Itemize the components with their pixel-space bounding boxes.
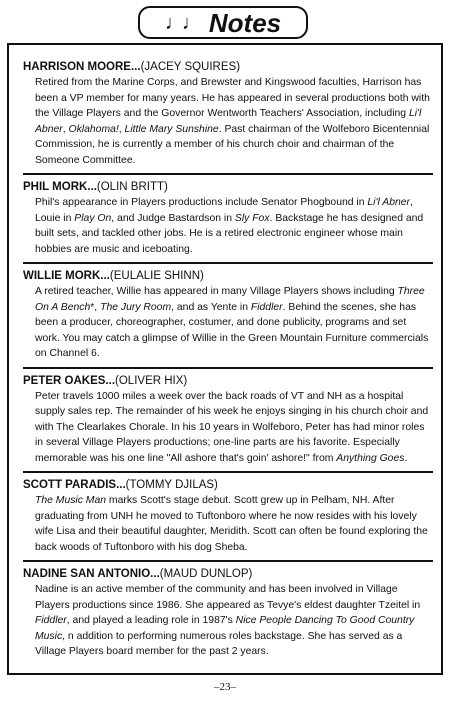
bio-segment: , Louie in — [35, 197, 413, 224]
cast-entry — [23, 562, 433, 665]
show-title: Li'l Abner — [367, 197, 411, 208]
bio-segment: Peter travels 1000 miles a week over the back roads of VT and NH as a hospital supply sales rep. The remainder of his week he enjoys singing in his church choir and with The Clearlakes Chorale. In his 10 years in Wolfeboro, Peter has had minor roles in several Village Players productions; one-line parts are his favorite. Especially memorable was his one line "All ashore that's goin' ashore!" from — [35, 390, 429, 464]
show-title: Little Mary Sunshine — [124, 123, 219, 135]
actor-name: SCOTT PARADIS... — [23, 479, 126, 491]
character-name: (MAUD DUNLOP) — [159, 568, 253, 580]
bio-text — [23, 195, 433, 257]
actor-name: PETER OAKES... — [23, 374, 116, 387]
show-title: The Music Man — [35, 495, 107, 506]
entry-heading — [23, 59, 433, 75]
actor-name: PHIL MORK... — [23, 181, 97, 193]
show-title: Fiddler — [250, 301, 283, 313]
bio-text — [23, 389, 433, 467]
character-name: (OLIVER HIX) — [115, 374, 188, 387]
cast-entry — [23, 264, 433, 369]
bio-segment: , n addition to performing numerous roles backstage. She has served as a Village Players board member for the past 2 years. — [35, 630, 403, 657]
bio-segment: , and Judge Bastardson in — [111, 212, 235, 224]
show-title: Nice People Dancing To Good Country Music — [35, 615, 415, 642]
show-title: Anything Goes — [336, 452, 405, 464]
bio-text — [23, 75, 433, 168]
entry-heading — [23, 477, 433, 493]
bio-text — [23, 582, 433, 660]
bio-segment: . Behind the scenes, she has been a producer, choreographer, costumer, and done publicity, programs and set work. You may catch a glimpse of Willie in the Green Mountain Furniture commercials on Channel 6. — [35, 301, 429, 359]
page-number: –23– — [214, 681, 236, 693]
character-name: (JACEY SQUIRES) — [140, 61, 241, 73]
show-title: Oklahoma! — [68, 123, 119, 135]
show-title: The Jury Room — [100, 301, 172, 313]
notes-frame — [7, 43, 443, 675]
bio-segment: marks Scott's stage debut. Scott grew up in Pelham, NH. After graduating from UNH he moved to Tuftonboro where he now resides with his lovely wife Lisa and their beautiful daughter, Meridith. Scott can often be found exploring the back woods of Tuftonboro with his dog Sheba. — [35, 495, 428, 553]
entry-heading — [23, 179, 433, 195]
character-name: (TOMMY DJILAS) — [125, 479, 218, 491]
bio-segment: Nadine is an active member of the community and has been involved in Village Players productions since 1986. She appeared as Tevye's eldest daughter Tzeitel in — [35, 584, 421, 611]
bio-segment: . — [404, 452, 408, 464]
actor-name: NADINE SAN ANTONIO... — [23, 568, 160, 580]
entry-heading — [23, 566, 433, 582]
bio-segment: . Backstage he has designed and built sets, and tackled other jobs. He is a retired electronic engineer whose main hobbies are music and iceboating. — [35, 212, 424, 255]
show-title: Three On A Bench — [35, 286, 425, 313]
bio-text — [23, 493, 433, 555]
actor-name: WILLIE MORK... — [23, 270, 110, 282]
bio-segment: , and as Yente in — [171, 301, 251, 313]
bio-segment: Phil's appearance in Players productions include Senator Phogbound in — [35, 197, 368, 208]
show-title: Li'l Abner — [35, 108, 422, 135]
bio-segment: . Past chairman of the Wolfeboro Bicentennial Commission, he is currently a member of his church choir and chairman of the Someone Committee. — [35, 123, 430, 166]
notes-header — [138, 6, 308, 39]
show-title: Play On — [74, 212, 112, 224]
page-title: Notes — [208, 7, 282, 38]
cast-entry — [23, 55, 433, 175]
bio-segment: , — [62, 123, 69, 135]
bio-segment: Retired from the Marine Corps, and Brewster and Kingswood faculties, Harrison has been a VP member for many years. He has appeared in several productions both with the Village Players and the Governor Wentworth Teachers' Association, including — [35, 77, 430, 119]
cast-entry — [23, 369, 433, 474]
bio-segment: , — [118, 123, 125, 135]
entry-heading — [23, 268, 433, 284]
actor-name: HARRISON MOORE... — [23, 61, 141, 73]
cast-entry — [23, 473, 433, 562]
bio-text — [23, 284, 433, 362]
bio-segment: A retired teacher, Willie has appeared in many Village Players shows including — [35, 286, 398, 297]
bio-segment: , and played a leading role in 1987's — [66, 615, 236, 626]
entry-heading — [23, 373, 433, 389]
character-name: (EULALIE SHINN) — [109, 270, 204, 282]
music-notes-icon: ♩♩ — [164, 11, 199, 34]
show-title: Sly Fox — [234, 212, 270, 224]
show-title: Fiddler — [35, 615, 67, 626]
character-name: (OLIN BRITT) — [96, 181, 168, 193]
cast-notes-list — [23, 55, 433, 665]
bio-segment: *, — [90, 301, 101, 313]
cast-entry — [23, 175, 433, 264]
